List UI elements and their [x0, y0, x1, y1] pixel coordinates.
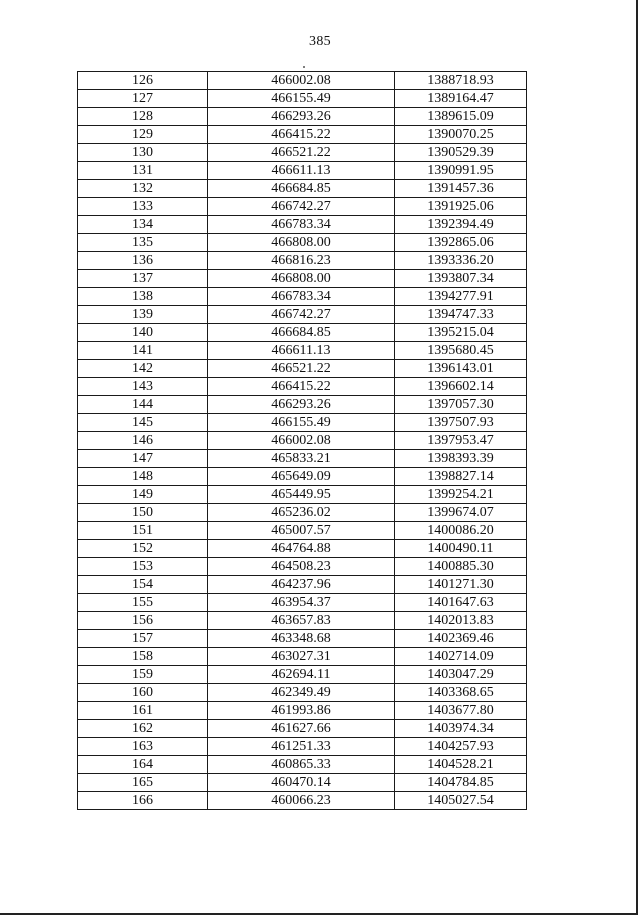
x-coordinate-cell: 466415.22	[208, 378, 395, 396]
table-row	[78, 666, 527, 684]
y-coordinate-cell: 1400086.20	[395, 522, 527, 540]
point-number-cell: 154	[78, 576, 208, 594]
point-number-cell: 149	[78, 486, 208, 504]
x-coordinate-cell: 465007.57	[208, 522, 395, 540]
x-coordinate-cell: 466155.49	[208, 90, 395, 108]
y-coordinate-cell: 1396143.01	[395, 360, 527, 378]
table-row	[78, 522, 527, 540]
point-number-cell: 136	[78, 252, 208, 270]
point-number-cell: 127	[78, 90, 208, 108]
x-coordinate-cell: 466808.00	[208, 234, 395, 252]
point-number-cell: 145	[78, 414, 208, 432]
y-coordinate-cell: 1397507.93	[395, 414, 527, 432]
table-row	[78, 774, 527, 792]
table-row	[78, 648, 527, 666]
y-coordinate-cell: 1391457.36	[395, 180, 527, 198]
point-number-cell: 162	[78, 720, 208, 738]
x-coordinate-cell: 461251.33	[208, 738, 395, 756]
y-coordinate-cell: 1395680.45	[395, 342, 527, 360]
point-number-cell: 164	[78, 756, 208, 774]
x-coordinate-cell: 466002.08	[208, 72, 395, 90]
point-number-cell: 152	[78, 540, 208, 558]
point-number-cell: 129	[78, 126, 208, 144]
y-coordinate-cell: 1397057.30	[395, 396, 527, 414]
y-coordinate-cell: 1398827.14	[395, 468, 527, 486]
table-row	[78, 396, 527, 414]
point-number-cell: 156	[78, 612, 208, 630]
y-coordinate-cell: 1404784.85	[395, 774, 527, 792]
table-row	[78, 738, 527, 756]
x-coordinate-cell: 460066.23	[208, 792, 395, 810]
x-coordinate-cell: 466742.27	[208, 306, 395, 324]
y-coordinate-cell: 1403974.34	[395, 720, 527, 738]
y-coordinate-cell: 1395215.04	[395, 324, 527, 342]
point-number-cell: 146	[78, 432, 208, 450]
table-row	[78, 252, 527, 270]
x-coordinate-cell: 464237.96	[208, 576, 395, 594]
x-coordinate-cell: 462349.49	[208, 684, 395, 702]
table-row	[78, 288, 527, 306]
y-coordinate-cell: 1396602.14	[395, 378, 527, 396]
x-coordinate-cell: 466783.34	[208, 216, 395, 234]
y-coordinate-cell: 1398393.39	[395, 450, 527, 468]
coordinates-table-body	[78, 72, 527, 810]
table-row	[78, 360, 527, 378]
table-row	[78, 90, 527, 108]
y-coordinate-cell: 1390070.25	[395, 126, 527, 144]
table-row	[78, 180, 527, 198]
point-number-cell: 132	[78, 180, 208, 198]
y-coordinate-cell: 1389164.47	[395, 90, 527, 108]
x-coordinate-cell: 462694.11	[208, 666, 395, 684]
point-number-cell: 166	[78, 792, 208, 810]
point-number-cell: 165	[78, 774, 208, 792]
point-number-cell: 159	[78, 666, 208, 684]
y-coordinate-cell: 1394747.33	[395, 306, 527, 324]
y-coordinate-cell: 1399254.21	[395, 486, 527, 504]
point-number-cell: 142	[78, 360, 208, 378]
point-number-cell: 130	[78, 144, 208, 162]
x-coordinate-cell: 464508.23	[208, 558, 395, 576]
x-coordinate-cell: 466684.85	[208, 324, 395, 342]
point-number-cell: 138	[78, 288, 208, 306]
table-row	[78, 270, 527, 288]
x-coordinate-cell: 466293.26	[208, 396, 395, 414]
x-coordinate-cell: 461993.86	[208, 702, 395, 720]
point-number-cell: 141	[78, 342, 208, 360]
y-coordinate-cell: 1404528.21	[395, 756, 527, 774]
y-coordinate-cell: 1403368.65	[395, 684, 527, 702]
x-coordinate-cell: 460865.33	[208, 756, 395, 774]
y-coordinate-cell: 1390991.95	[395, 162, 527, 180]
table-row	[78, 576, 527, 594]
y-coordinate-cell: 1399674.07	[395, 504, 527, 522]
y-coordinate-cell: 1403677.80	[395, 702, 527, 720]
point-number-cell: 147	[78, 450, 208, 468]
x-coordinate-cell: 465833.21	[208, 450, 395, 468]
x-coordinate-cell: 464764.88	[208, 540, 395, 558]
x-coordinate-cell: 466611.13	[208, 342, 395, 360]
x-coordinate-cell: 466521.22	[208, 360, 395, 378]
x-coordinate-cell: 460470.14	[208, 774, 395, 792]
table-row	[78, 540, 527, 558]
point-number-cell: 140	[78, 324, 208, 342]
table-row	[78, 144, 527, 162]
x-coordinate-cell: 465649.09	[208, 468, 395, 486]
coordinates-table	[77, 71, 527, 810]
point-number-cell: 153	[78, 558, 208, 576]
x-coordinate-cell: 466293.26	[208, 108, 395, 126]
y-coordinate-cell: 1403047.29	[395, 666, 527, 684]
table-row	[78, 684, 527, 702]
table-row	[78, 234, 527, 252]
y-coordinate-cell: 1389615.09	[395, 108, 527, 126]
point-number-cell: 139	[78, 306, 208, 324]
table-row	[78, 198, 527, 216]
y-coordinate-cell: 1401647.63	[395, 594, 527, 612]
scan-speck	[303, 66, 305, 68]
table-row	[78, 594, 527, 612]
y-coordinate-cell: 1402013.83	[395, 612, 527, 630]
y-coordinate-cell: 1402714.09	[395, 648, 527, 666]
point-number-cell: 163	[78, 738, 208, 756]
x-coordinate-cell: 465449.95	[208, 486, 395, 504]
table-row	[78, 720, 527, 738]
x-coordinate-cell: 466816.23	[208, 252, 395, 270]
point-number-cell: 151	[78, 522, 208, 540]
x-coordinate-cell: 463027.31	[208, 648, 395, 666]
x-coordinate-cell: 466684.85	[208, 180, 395, 198]
x-coordinate-cell: 466155.49	[208, 414, 395, 432]
y-coordinate-cell: 1392394.49	[395, 216, 527, 234]
table-row	[78, 414, 527, 432]
page-number: 385	[309, 34, 331, 49]
point-number-cell: 160	[78, 684, 208, 702]
point-number-cell: 137	[78, 270, 208, 288]
x-coordinate-cell: 465236.02	[208, 504, 395, 522]
point-number-cell: 128	[78, 108, 208, 126]
x-coordinate-cell: 463657.83	[208, 612, 395, 630]
table-row	[78, 468, 527, 486]
y-coordinate-cell: 1394277.91	[395, 288, 527, 306]
table-row	[78, 504, 527, 522]
point-number-cell: 158	[78, 648, 208, 666]
table-row	[78, 72, 527, 90]
y-coordinate-cell: 1400885.30	[395, 558, 527, 576]
table-row	[78, 756, 527, 774]
table-row	[78, 378, 527, 396]
point-number-cell: 155	[78, 594, 208, 612]
table-row	[78, 450, 527, 468]
point-number-cell: 135	[78, 234, 208, 252]
x-coordinate-cell: 466002.08	[208, 432, 395, 450]
point-number-cell: 143	[78, 378, 208, 396]
x-coordinate-cell: 466783.34	[208, 288, 395, 306]
table-row	[78, 432, 527, 450]
table-row	[78, 792, 527, 810]
x-coordinate-cell: 463348.68	[208, 630, 395, 648]
table-row	[78, 324, 527, 342]
y-coordinate-cell: 1393336.20	[395, 252, 527, 270]
y-coordinate-cell: 1397953.47	[395, 432, 527, 450]
table-row	[78, 126, 527, 144]
y-coordinate-cell: 1402369.46	[395, 630, 527, 648]
point-number-cell: 157	[78, 630, 208, 648]
point-number-cell: 131	[78, 162, 208, 180]
x-coordinate-cell: 466521.22	[208, 144, 395, 162]
y-coordinate-cell: 1400490.11	[395, 540, 527, 558]
y-coordinate-cell: 1404257.93	[395, 738, 527, 756]
table-row	[78, 216, 527, 234]
x-coordinate-cell: 466611.13	[208, 162, 395, 180]
x-coordinate-cell: 461627.66	[208, 720, 395, 738]
table-row	[78, 342, 527, 360]
y-coordinate-cell: 1392865.06	[395, 234, 527, 252]
table-row	[78, 108, 527, 126]
table-row	[78, 306, 527, 324]
y-coordinate-cell: 1401271.30	[395, 576, 527, 594]
x-coordinate-cell: 463954.37	[208, 594, 395, 612]
y-coordinate-cell: 1390529.39	[395, 144, 527, 162]
table-row	[78, 612, 527, 630]
table-row	[78, 702, 527, 720]
table-row	[78, 486, 527, 504]
point-number-cell: 161	[78, 702, 208, 720]
point-number-cell: 150	[78, 504, 208, 522]
y-coordinate-cell: 1393807.34	[395, 270, 527, 288]
table-row	[78, 162, 527, 180]
table-row	[78, 558, 527, 576]
y-coordinate-cell: 1388718.93	[395, 72, 527, 90]
point-number-cell: 148	[78, 468, 208, 486]
x-coordinate-cell: 466415.22	[208, 126, 395, 144]
point-number-cell: 133	[78, 198, 208, 216]
table-row	[78, 630, 527, 648]
x-coordinate-cell: 466742.27	[208, 198, 395, 216]
point-number-cell: 144	[78, 396, 208, 414]
y-coordinate-cell: 1391925.06	[395, 198, 527, 216]
point-number-cell: 126	[78, 72, 208, 90]
point-number-cell: 134	[78, 216, 208, 234]
y-coordinate-cell: 1405027.54	[395, 792, 527, 810]
x-coordinate-cell: 466808.00	[208, 270, 395, 288]
